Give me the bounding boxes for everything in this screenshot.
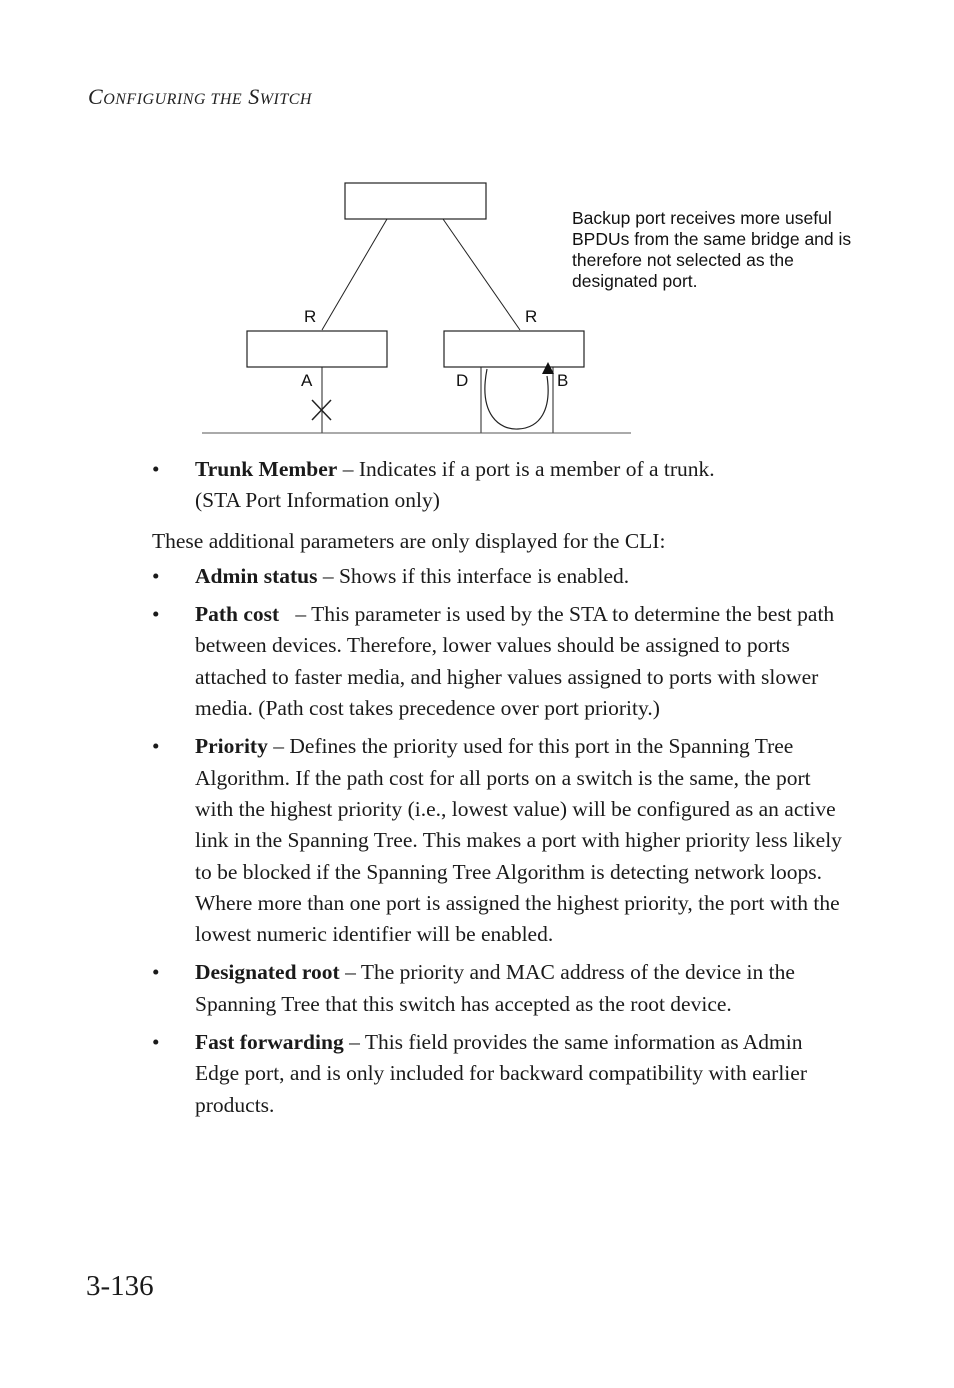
label-b: B xyxy=(557,371,569,390)
bullet: • xyxy=(152,457,160,481)
page-number: 3-136 xyxy=(86,1270,154,1302)
description: – Indicates if a port is a member of a trunk. xyxy=(337,457,715,481)
bullet: • xyxy=(152,602,160,627)
list-item-path-cost xyxy=(152,599,852,724)
term: Admin status xyxy=(195,563,318,588)
list-item-admin-status xyxy=(152,561,852,592)
bullet: • xyxy=(152,960,160,985)
list-item-fast-forwarding xyxy=(152,1027,852,1121)
root-bridge-box xyxy=(345,183,486,219)
running-header xyxy=(88,84,312,110)
body-text xyxy=(152,454,852,1128)
bpdu-loop-arrow xyxy=(485,369,548,429)
list-item-trunk-member xyxy=(152,454,852,517)
description-2: (STA Port Information only) xyxy=(195,488,440,513)
description: – This parameter is used by the STA to determine the best path between devices. Therefore, lower values should be assigned to ports attached to faster media, and higher values assigned to ports with slower media. (Path cost takes precedence over port priority.) xyxy=(195,602,840,721)
bullet: • xyxy=(152,563,160,588)
link-right xyxy=(443,219,520,330)
label-r-right: R xyxy=(525,307,538,326)
term: Priority xyxy=(195,734,268,759)
label-d: D xyxy=(456,371,469,390)
list-item-priority xyxy=(152,731,852,950)
term: Trunk Member xyxy=(195,457,338,481)
header-initial-c: C xyxy=(88,84,104,109)
header-initial-s: S xyxy=(248,84,260,109)
label-r-left: R xyxy=(304,307,317,326)
term: Path cost xyxy=(195,602,280,627)
diagram-note: Backup port receives more useful BPDUs from the same bridge and is therefore not selected as the designated port. xyxy=(572,208,852,291)
arrowhead-icon xyxy=(542,362,554,374)
intro-paragraph: These additional parameters are only displayed for the CLI: xyxy=(152,528,666,553)
link-left xyxy=(322,219,387,330)
label-a: A xyxy=(301,371,313,390)
description: – The priority and MAC address of the device in the Spanning Tree that this switch has accepted as the root device. xyxy=(195,960,795,1016)
description: – Shows if this interface is enabled. xyxy=(317,563,630,588)
bridge-box-right xyxy=(444,331,584,367)
header-rest-1: ONFIGURING THE xyxy=(103,91,243,108)
description: – This field provides the same information as Admin Edge port, and is only included for backward compatibility with earlier products. xyxy=(195,1030,807,1117)
term: Fast forwarding xyxy=(195,1030,344,1055)
bullet: • xyxy=(152,734,160,759)
header-rest-2: WITCH xyxy=(259,91,312,108)
description: – Defines the priority used for this port in the Spanning Tree Algorithm. If the path cost for all ports on a switch is the same, the port with the highest priority (i.e., lowest value) will be configured as an active link in the Spanning Tree. This makes a port with higher priority less likely to be blocked if the Spanning Tree Algorithm is detecting network loops. Where more than one port is assigned the highest priority, the port with the lowest numeric identifier will be enabled. xyxy=(195,734,842,947)
bullet: • xyxy=(152,1030,160,1055)
bridge-box-left xyxy=(247,331,387,367)
list-item-designated-root xyxy=(152,957,852,1020)
term: Designated root xyxy=(195,960,340,985)
